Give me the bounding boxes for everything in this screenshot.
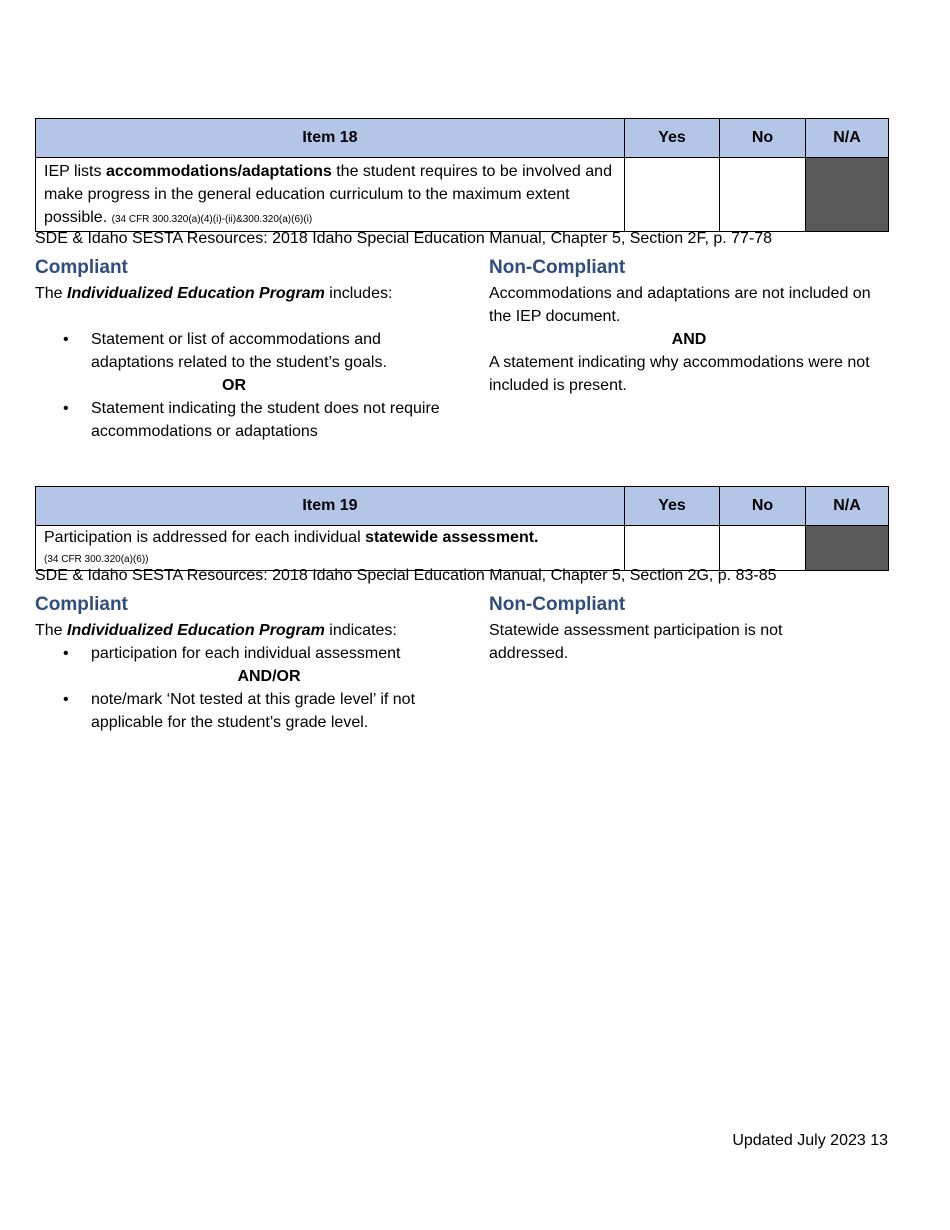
item-18-noncompliant-section <box>489 256 889 397</box>
item-19-andor-connector: AND/OR <box>237 668 301 685</box>
item-19-na-header: N/A <box>806 487 889 526</box>
item-18-table <box>35 118 889 232</box>
item-18-compliant-list-2 <box>35 397 455 443</box>
item-19-noncompliant-heading: Non-Compliant <box>489 594 626 615</box>
item-19-na-cell <box>806 526 889 571</box>
item-18-citation: (34 CFR 300.320(a)(4)(i)-(ii)&300.320(a)(6)(i) <box>111 214 313 225</box>
item-18-yes-cell[interactable] <box>625 158 720 232</box>
item-18-desc-bold: accommodations/adaptations <box>105 163 332 180</box>
item-18-resources: SDE & Idaho SESTA Resources: 2018 Idaho Special Education Manual, Chapter 5, Section 2F, p. 77-78 <box>35 230 773 247</box>
item-18-or-connector: OR <box>222 377 246 394</box>
item-18-na-header: N/A <box>806 119 889 158</box>
item-18-header: Item 18 <box>36 119 625 158</box>
item-18-noncompliant-heading: Non-Compliant <box>489 257 626 278</box>
item-18-compliant-list <box>35 328 455 374</box>
item-19-header-row <box>36 487 889 526</box>
item-19-description <box>36 526 625 571</box>
list-item: • participation for each individual assessment <box>91 642 455 665</box>
bullet-icon: • <box>63 331 69 348</box>
bullet-icon: • <box>63 400 69 417</box>
item-18-noncompliant-text2: A statement indicating why accommodations were not included is present. <box>489 354 870 394</box>
item-18-compliant-heading: Compliant <box>35 257 128 278</box>
item-18-body-row <box>36 158 889 232</box>
item-18-yes-header: Yes <box>625 119 720 158</box>
list-item: • Statement indicating the student does not require accommodations or adaptations <box>91 397 455 443</box>
page-footer: Updated July 2023 13 <box>732 1132 888 1149</box>
item-18-desc-pre: IEP lists <box>44 163 106 180</box>
item-18-and-connector: AND <box>671 331 707 348</box>
item-19-citation: (34 CFR 300.320(a)(6)) <box>44 554 149 565</box>
item-19-compliant-list-2 <box>35 688 455 734</box>
list-item: • Statement or list of accommodations and adaptations related to the student’s goals. <box>91 328 455 374</box>
item-19-no-cell[interactable] <box>720 526 806 571</box>
item-19-compliant-list <box>35 642 455 665</box>
list-item: • note/mark ‘Not tested at this grade level’ if not applicable for the student’s grade level. <box>91 688 455 734</box>
bullet-icon: • <box>63 691 69 708</box>
item-19-desc-bold: statewide assessment. <box>365 529 539 546</box>
item-18-compliant-section <box>35 256 455 443</box>
item-19-compliant-intro: The Individualized Education Program indicates: <box>35 622 397 639</box>
item-18-compliant-intro: The Individualized Education Program includes: <box>35 285 393 302</box>
item-19-yes-header: Yes <box>625 487 720 526</box>
bullet-icon: • <box>63 645 69 662</box>
item-18-na-cell <box>806 158 889 232</box>
item-18-description <box>36 158 625 232</box>
item-19-noncompliant-section <box>489 593 889 665</box>
item-19-yes-cell[interactable] <box>625 526 720 571</box>
item-19-table <box>35 486 889 571</box>
item-19-desc-pre: Participation is addressed for each individual <box>44 529 366 546</box>
item-18-noncompliant-text1: Accommodations and adaptations are not included on the IEP document. <box>489 285 871 325</box>
item-19-compliant-heading: Compliant <box>35 594 128 615</box>
item-19-compliant-section <box>35 593 455 734</box>
item-19-header: Item 19 <box>36 487 625 526</box>
item-18-no-cell[interactable] <box>720 158 806 232</box>
item-18-desc-post: the student requires to be involved and make progress in the general education curriculum to the maximum extent possible. <box>44 163 612 226</box>
item-18-no-header: No <box>720 119 806 158</box>
item-18-header-row <box>36 119 889 158</box>
item-19-no-header: No <box>720 487 806 526</box>
item-19-body-row <box>36 526 889 571</box>
item-19-resources: SDE & Idaho SESTA Resources: 2018 Idaho Special Education Manual, Chapter 5, Section 2G, p. 83-85 <box>35 567 777 584</box>
item-19-noncompliant-text1: Statewide assessment participation is not addressed. <box>489 622 783 662</box>
